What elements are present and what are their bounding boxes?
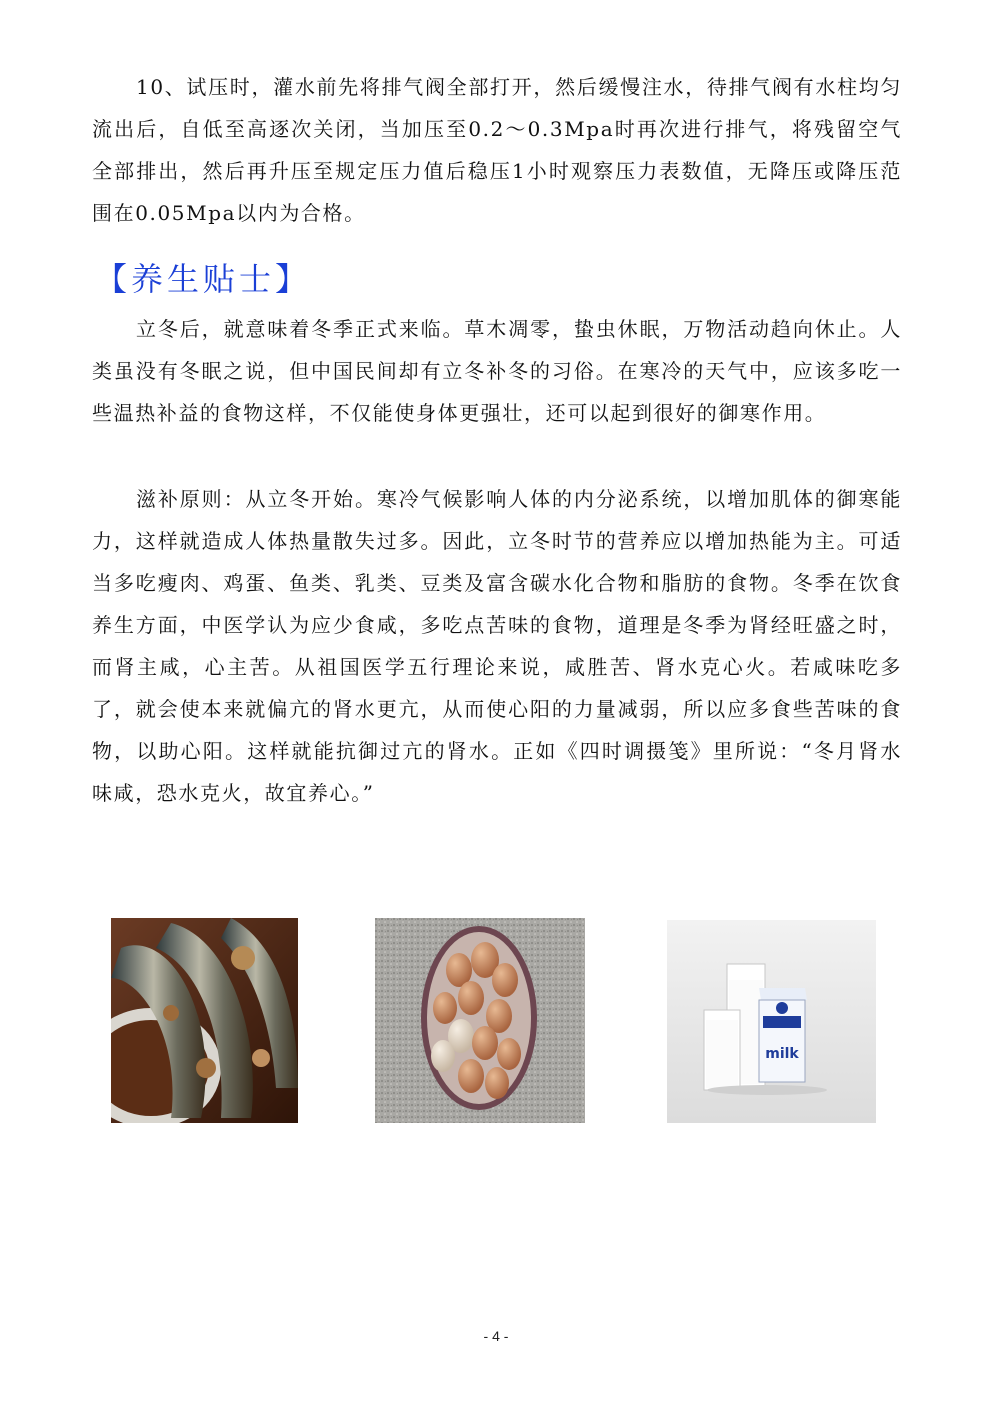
pressure-test-paragraph: 10、试压时，灌水前先将排气阀全部打开，然后缓慢注水，待排气阀有水柱均匀流出后，自低至高逐次关闭，当加压至0.2～0.3Mpa时再次进行排气，将残留空气全部排出，然后再升压至规定压力值后稳压1小时观察压力表数值，无降压或降压范围在0.05Mpa以内为合格。	[92, 75, 902, 225]
fish-photo	[111, 918, 298, 1123]
nutrition-principle-paragraph: 滋补原则：从立冬开始。寒冷气候影响人体的内分泌系统，以增加肌体的御寒能力，这样就造成人体热量散失过多。因此，立冬时节的营养应以增加热能为主。可适当多吃瘦肉、鸡蛋、鱼类、乳类、豆类及富含碳水化合物和脂肪的食物。冬季在饮食养生方面，中医学认为应少食咸，多吃点苦味的食物，道理是冬季为肾经旺盛之时，而肾主咸，心主苦。从祖国医学五行理论来说，咸胜苦、肾水克心火。若咸味吃多了，就会使本来就偏亢的肾水更亢，从而使心阳的力量减弱，所以应多食些苦味的食物，以助心阳。这样就能抗御过亢的肾水。正如《四时调摄笺》里所说：“冬月肾水味咸，恐水克火，故宜养心。”	[92, 487, 902, 805]
health-tips-title: 【养生贴士】	[95, 260, 312, 298]
eggs-photo	[375, 918, 585, 1123]
milk-photo	[667, 920, 876, 1123]
winter-intro-paragraph: 立冬后，就意味着冬季正式来临。草木凋零，蛰虫休眠，万物活动趋向休止。人类虽没有冬眠之说，但中国民间却有立冬补冬的习俗。在寒冷的天气中，应该多吃一些温热补益的食物这样，不仅能使身体更强壮，还可以起到很好的御寒作用。	[92, 317, 902, 425]
page-number: - 4 -	[483, 1328, 509, 1344]
milk-carton-label: milk	[765, 1046, 799, 1062]
